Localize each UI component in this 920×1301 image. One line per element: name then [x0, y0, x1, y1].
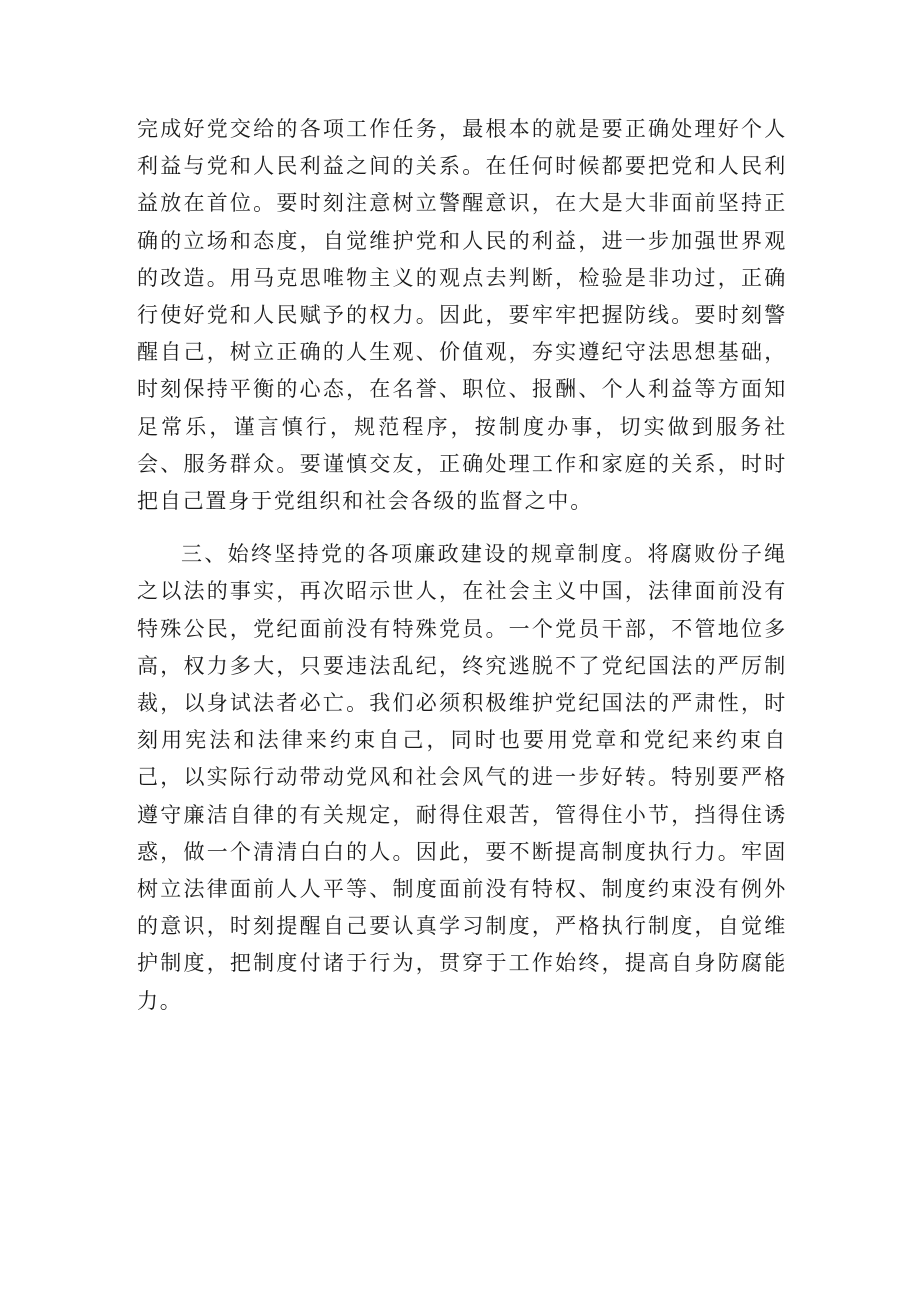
paragraph-continuation: 完成好党交给的各项工作任务，最根本的就是要正确处理好个人利益与党和人民利益之间的关系。在任何时候都要把党和人民利益放在首位。要时刻注意树立警醒意识，在大是大非面前坚持正确的立场和态度，自觉维护党和人民的利益，进一步加强世界观的改造。用马克思唯物主义的观点去判断，检验是非功过，正确行使好党和人民赋予的权力。因此，要牢牢把握防线。要时刻警醒自己，树立正确的人生观、价值观，夯实遵纪守法思想基础，时刻保持平衡的心态，在名誉、职位、报酬、个人利益等方面知足常乐，谨言慎行，规范程序，按制度办事，切实做到服务社会、服务群众。要谨慎交友，正确处理工作和家庭的关系，时时把自己置身于党组织和社会各级的监督之中。: [137, 117, 787, 514]
paragraph-section-three: 三、始终坚持党的各项廉政建设的规章制度。将腐败份子绳之以法的事实，再次昭示世人，在社会主义中国，法律面前没有特殊公民，党纪面前没有特殊党员。一个党员干部，不管地位多高，权力多大，只要违法乱纪，终究逃脱不了党纪国法的严厉制裁，以身试法者必亡。我们必须积极维护党纪国法的严肃性，时刻用宪法和法律来约束自己，同时也要用党章和党纪来约束自己，以实际行动带动党风和社会风气的进一步好转。特别要严格遵守廉洁自律的有关规定，耐得住艰苦，管得住小节，挡得住诱惑，做一个清清白白的人。因此，要不断提高制度执行力。牢固树立法律面前人人平等、制度面前没有特权、制度约束没有例外的意识，时刻提醒自己要认真学习制度，严格执行制度，自觉维护制度，把制度付诸于行为，贯穿于工作始终，提高自身防腐能力。: [137, 542, 787, 1013]
document-body: [137, 111, 787, 1020]
